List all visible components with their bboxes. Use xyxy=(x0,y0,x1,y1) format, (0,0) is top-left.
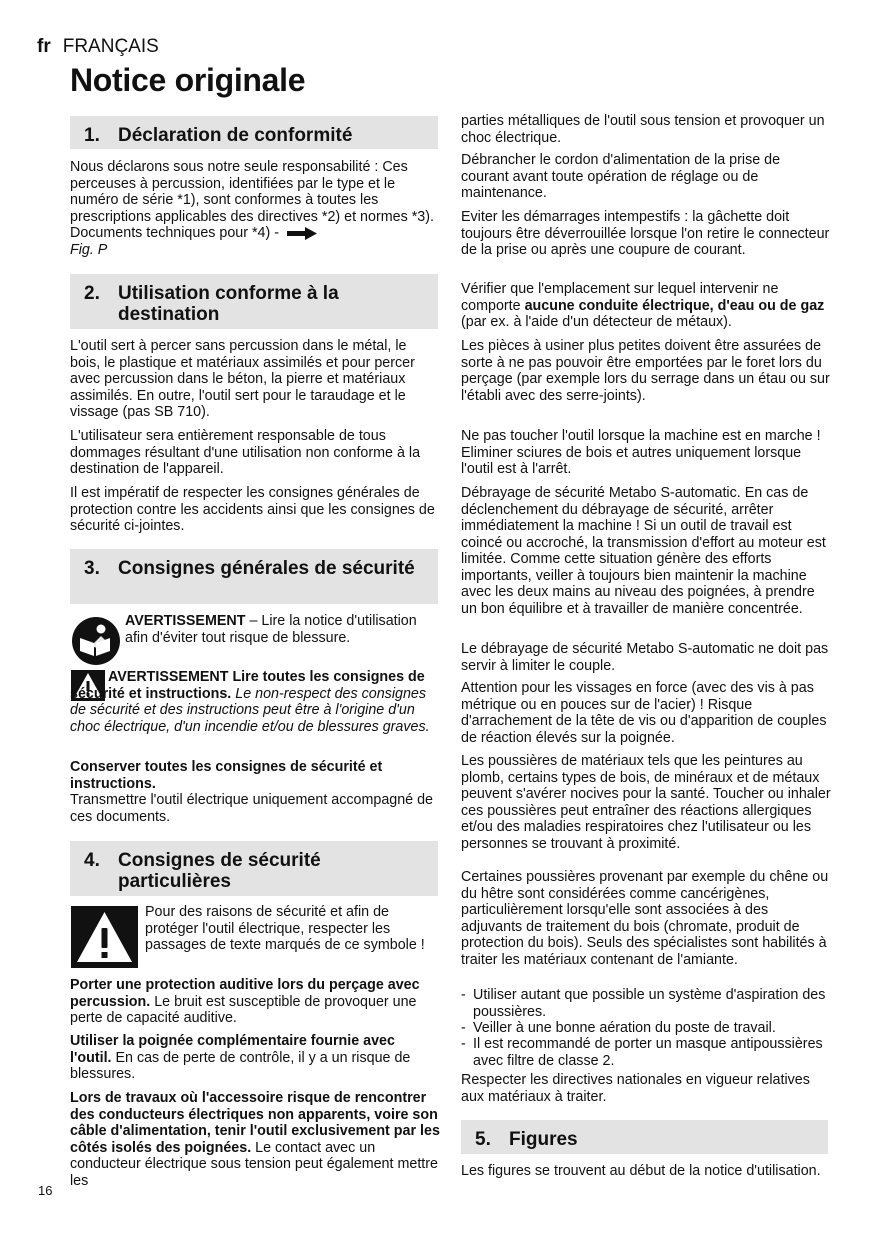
section-title: Figures xyxy=(509,1129,578,1150)
arrow-right-icon xyxy=(287,227,317,240)
section-heading-2 xyxy=(70,274,438,329)
keep-instructions-heading: Conserver toutes les consignes de sécurité et instructions. xyxy=(70,759,383,792)
paragraph-heavy-screwing: Attention pour les vissages en force (avec des vis à pas métrique ou en pouces sur de l'acier) ! Risque d'arrachement de la tête de vis ou d'apparition de couples de réaction élevés sur la poignée. xyxy=(461,680,827,746)
language-label xyxy=(37,36,159,58)
keep-instructions-paragraph xyxy=(70,759,438,825)
paragraph-unplug: Débrancher le cordon d'alimentation de la prise de courant avant toute opération de réglage ou de maintenance. xyxy=(461,152,781,201)
paragraph-dust-hazard: Les poussières de matériaux tels que les peintures au plomb, certains types de bois, de minéraux et de métaux peuvent s'avérer nocives pour la santé. Toucher ou inhaler ces poussières peut entraîner des réactions allergiques et/ou des maladies respiratoires chez l'utilisateur ou les personnes se trouvant à proximité. xyxy=(461,753,831,852)
section-number: 5. xyxy=(475,1129,491,1150)
language-code: fr xyxy=(37,36,51,57)
check-location-text-end: (par ex. à l'aide d'un détecteur de métaux). xyxy=(461,314,732,330)
section-number: 2. xyxy=(84,283,100,304)
language-name: FRANÇAIS xyxy=(62,36,159,57)
list-dash: - xyxy=(461,1020,466,1036)
hearing-protection-text: Le bruit est susceptible de provoquer une perte de capacité auditive. xyxy=(70,993,417,1026)
keep-instructions-text: Transmettre l'outil électrique uniquement accompagné de ces documents. xyxy=(70,792,433,825)
section-title: Consignes générales de sécurité xyxy=(118,558,415,579)
figure-reference: Fig. P xyxy=(70,241,108,258)
warning-label: AVERTISSEMENT xyxy=(125,613,246,629)
warning-consequences: Le non-respect des consignes de sécurité et des instructions peut être à l'origine d'un choc électrique, d'un incendie et/ou de blessures graves. xyxy=(70,685,430,735)
paragraph-clutch-torque: Le débrayage de sécurité Metabo S-automatic ne doit pas servir à limiter le couple. xyxy=(461,641,829,674)
hidden-conductors-heading: Lors de travaux où l'accessoire risque de rencontrer des conducteurs électriques non apparents, voire son câble d'alimentation, tenir l'outil exclusivement par les côtés isolés des poignées. xyxy=(70,1090,440,1156)
check-location-bold: aucune conduite électrique, d'eau ou de gaz xyxy=(524,297,825,314)
declaration-text: Nous déclarons sous notre seule responsabilité : Ces perceuses à percussion, identifiées par le type et le numéro de série *1), sont conformes à toutes les prescriptions applicables des directives *2) et normes *3). Documents techniques pour *4) - xyxy=(70,159,434,241)
list-item xyxy=(461,987,833,1020)
paragraph-do-not-touch: Ne pas toucher l'outil lorsque la machine est en marche ! Eliminer sciures de bois et autres uniquement lorsque l'outil est à l'arrêt. xyxy=(461,428,821,477)
responsibility-paragraph: L'utilisateur sera entièrement responsable de tous dommages résultant d'une utilisation non conforme à la destination de l'appareil. xyxy=(70,428,421,477)
paragraph-safety-clutch: Débrayage de sécurité Metabo S-automatic. En cas de déclenchement du débrayage de sécurité, arrêter immédiatement la machine ! Si un outil de travail est coincé ou accroché, la transmission d'effort au moteur est limitée. Comme cette situation génère des efforts importants, veiller à toujours bien maintenir la machine avec les deux mains au niveau des poignées, à prendre un bon équilibre et à travailler de manière concentrée. xyxy=(461,485,826,617)
paragraph-check-location xyxy=(461,281,833,331)
list-dash: - xyxy=(461,1036,466,1052)
hidden-conductors-paragraph xyxy=(70,1090,440,1189)
section-number: 3. xyxy=(84,558,100,579)
list-item-text: Il est recommandé de porter un masque antipoussières avec filtre de classe 2. xyxy=(473,1036,823,1069)
hearing-protection-heading: Porter une protection auditive lors du perçage avec percussion. xyxy=(70,977,420,1010)
handle-heading: Utiliser la poignée complémentaire fournie avec l'outil. xyxy=(70,1033,395,1066)
section-title: Déclaration de conformité xyxy=(118,125,353,146)
paragraph-carcinogenic-dust: Certaines poussières provenant par exemple du chêne ou du hêtre sont considérées comme cancérigènes, particulièrement lorsqu'elle sont associées à des adjuvants de traitement du bois (chromate, produit de protection du bois). Seuls des spécialistes sont habilités à traiter les matériaux contenant de l'amiante. xyxy=(461,869,829,968)
section-title: Consignes de sécurité particulières xyxy=(118,850,321,892)
declaration-paragraph xyxy=(70,159,438,258)
section-number: 4. xyxy=(84,850,100,871)
section-title: Utilisation conforme à la destination xyxy=(118,283,339,325)
paragraph-live-parts: parties métalliques de l'outil sous tension et provoquer un choc électrique. xyxy=(461,113,825,146)
manual-read-icon xyxy=(71,616,121,666)
list-item xyxy=(461,1036,843,1069)
list-dash: - xyxy=(461,987,466,1003)
check-location-text: Vérifier que l'emplacement sur lequel intervenir ne comporte xyxy=(461,281,779,314)
warning-heading: AVERTISSEMENT Lire toutes les consignes de sécurité et instructions. xyxy=(70,669,425,702)
section-heading-5 xyxy=(461,1120,828,1154)
list-item xyxy=(461,1020,833,1037)
page-number: 16 xyxy=(38,1183,53,1198)
section-heading-1 xyxy=(70,116,438,149)
handle-paragraph xyxy=(70,1033,438,1083)
section-heading-4 xyxy=(70,841,438,896)
symbol-explanation: Pour des raisons de sécurité et afin de protéger l'outil électrique, respecter les passages de texte marqués de ce symbole ! xyxy=(145,904,425,953)
paragraph-unintended-start: Eviter les démarrages intempestifs : la gâchette doit toujours être déverrouillée lorsque l'on retire le connecteur de la prise ou après une coupure de courant. xyxy=(461,209,830,258)
warning-text: – Lire la notice d'utilisation afin d'éviter tout risque de blessure. xyxy=(125,613,417,646)
list-item-text: Utiliser autant que possible un système d'aspiration des poussières. xyxy=(473,987,826,1020)
section-heading-3 xyxy=(70,549,438,604)
warning-all-instructions xyxy=(70,669,438,735)
section-number: 1. xyxy=(84,125,100,146)
paragraph-secure-workpieces: Les pièces à usiner plus petites doivent être assurées de sorte à ne pas pouvoir être emportées par le foret lors du perçage (par exemple lors du serrage dans un étau ou sur l'établi avec des serre-joints). xyxy=(461,338,830,404)
paragraph-figures: Les figures se trouvent au début de la notice d'utilisation. xyxy=(461,1163,821,1179)
paragraph-national-directives: Respecter les directives nationales en vigueur relatives aux matériaux à traiter. xyxy=(461,1072,810,1105)
intended-use-paragraph: L'outil sert à percer sans percussion dans le métal, le bois, le plastique et matériaux assimilés et pour percer avec percussion dans le béton, la pierre et matériaux assimilés. En outre, l'outil sert pour le taraudage et le vissage (pas SB 710). xyxy=(70,338,415,420)
warning-read-manual xyxy=(125,613,438,646)
handle-text: En cas de perte de contrôle, il y a un risque de blessures. xyxy=(70,1049,411,1082)
hidden-conductors-text: Le contact avec un conducteur électrique sous tension peut également mettre les xyxy=(70,1139,438,1189)
list-item-text: Veiller à une bonne aération du poste de travail. xyxy=(473,1020,776,1036)
hearing-protection-paragraph xyxy=(70,977,438,1027)
page-title: Notice originale xyxy=(70,62,306,98)
safety-rules-paragraph: Il est impératif de respecter les consignes générales de protection contre les accidents ainsi que les consignes de sécurité ci-jointes. xyxy=(70,485,435,534)
warning-triangle-large-icon xyxy=(71,906,138,968)
